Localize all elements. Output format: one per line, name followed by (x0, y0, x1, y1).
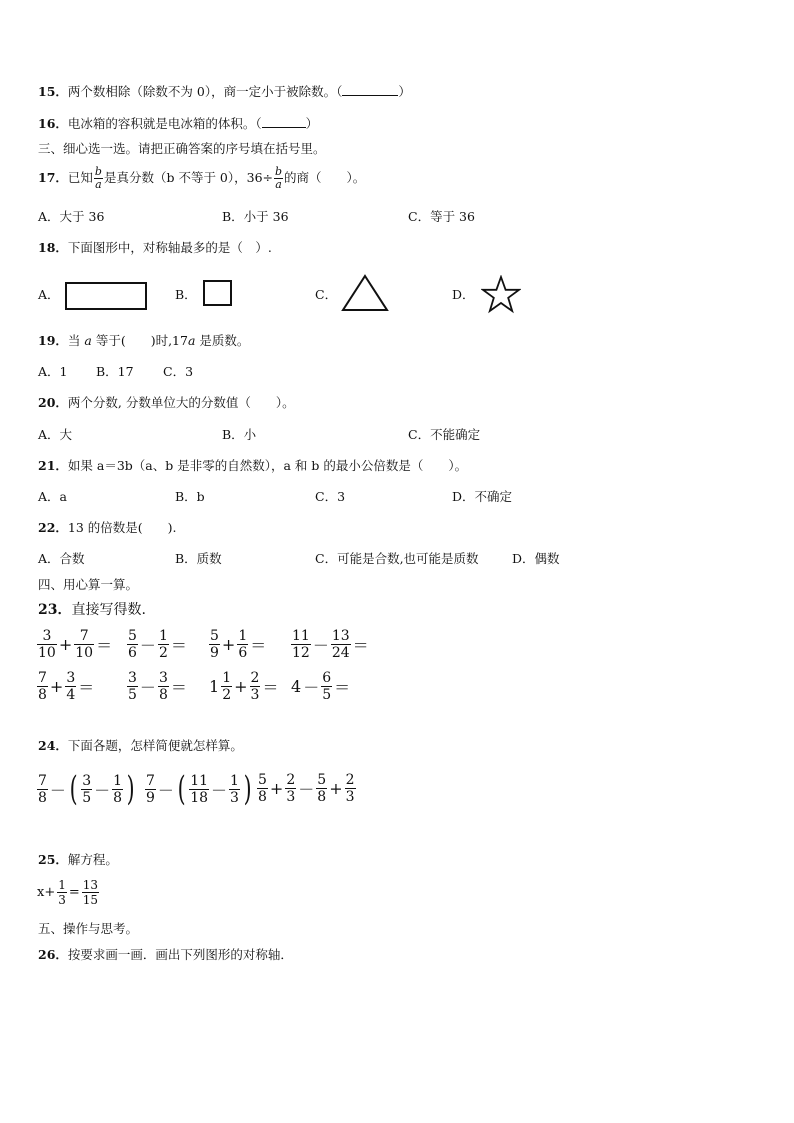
square-shape (203, 280, 233, 306)
question-text: 如果 a＝3b（a、b 是非零的自然数），a 和 b 的最小公倍数是（ ）。 (67, 458, 468, 473)
denominator: 10 (75, 645, 94, 661)
numerator: 7 (38, 670, 47, 686)
operator: － (139, 636, 156, 655)
operator: － (49, 780, 66, 800)
calc-1-2 (126, 628, 188, 661)
fraction (291, 628, 311, 661)
denominator: 18 (190, 789, 209, 806)
whole-number: 4 (291, 677, 302, 696)
fraction (250, 670, 261, 703)
numerator: 11 (190, 772, 209, 789)
q22-option-c[interactable]: C．可能是合数,也可能是质数 (315, 551, 479, 566)
numerator: 2 (345, 772, 355, 788)
rectangle-shape (65, 282, 147, 310)
fraction (37, 773, 48, 806)
question-text: 解方程。 (67, 852, 118, 867)
fraction (65, 670, 76, 703)
numerator: b (94, 165, 102, 178)
variable-a: a (187, 333, 196, 348)
denominator: 12 (292, 645, 310, 661)
denominator: 2 (222, 687, 232, 703)
question-number: 17． (38, 170, 68, 185)
question-text: 按要求画一画．画出下列图形的对称轴． (67, 947, 293, 962)
question-15 (38, 83, 411, 100)
fraction (221, 670, 232, 703)
denominator: 3 (250, 687, 260, 703)
question-text-mid: 是真分数（b 不等于 0），36÷ (103, 170, 273, 185)
calc-2-1 (36, 670, 95, 703)
equals-sign: ＝ (352, 636, 369, 655)
question-number: 24． (38, 738, 68, 753)
question-text: 两个数相除（除数不为 0），商一定小于被除数。（ (67, 84, 343, 99)
q18-option-d-label[interactable]: D． (452, 287, 475, 302)
denominator: 24 (331, 645, 350, 661)
denominator: 6 (128, 645, 137, 661)
denominator: 8 (113, 789, 123, 806)
section-3-heading: 三、细心选一选。请把正确答案的序号填在括号里。 (38, 141, 326, 156)
calc-1-4 (290, 628, 370, 661)
equals-sign: ＝ (250, 636, 267, 655)
denominator: a (95, 178, 102, 191)
equals-sign: ＝ (96, 636, 113, 655)
fraction (37, 670, 48, 703)
variable-a: a (84, 333, 92, 348)
section-4-heading: 四、用心算一算。 (38, 577, 139, 592)
q21-option-b[interactable]: B．b (175, 489, 205, 504)
calc-2-3 (208, 670, 279, 703)
fraction (81, 773, 92, 806)
operator: + (329, 779, 343, 798)
question-text-pre: 当 (67, 333, 85, 348)
question-number: 20． (38, 395, 68, 410)
question-23 (38, 602, 146, 618)
left-paren: ( (69, 769, 78, 809)
numerator: 13 (331, 628, 350, 644)
question-number: 16． (38, 116, 68, 131)
equation (36, 878, 100, 907)
question-number: 22． (38, 520, 68, 535)
fraction (331, 628, 351, 661)
operator: － (312, 636, 329, 655)
question-text: 下面图形中，对称轴最多的是（ ）. (67, 240, 272, 255)
numerator: 3 (37, 628, 57, 645)
answer-blank[interactable] (342, 83, 398, 96)
q17-option-c[interactable]: C．等于 36 (408, 209, 475, 224)
q17-option-a[interactable]: A．大于 36 (38, 209, 105, 224)
question-text: 13 的倍数是( ). (67, 520, 177, 535)
numerator: 7 (74, 628, 94, 645)
fraction (158, 670, 169, 703)
question-text: 两个分数, 分数单位大的分数值（ ）。 (67, 395, 295, 410)
denominator: 5 (82, 789, 92, 806)
numerator: 3 (66, 670, 76, 686)
q22-option-d[interactable]: D．偶数 (512, 551, 560, 566)
question-number: 21． (38, 458, 68, 473)
numerator: 3 (82, 772, 92, 789)
q20-option-a[interactable]: A．大 (38, 427, 73, 442)
simplify-expression-1 (36, 769, 137, 809)
question-number: 15． (38, 84, 68, 99)
question-text-post: 是质数。 (195, 333, 250, 348)
question-number: 25． (38, 852, 68, 867)
equals-sign: ＝ (170, 678, 187, 697)
fraction (127, 628, 138, 661)
q21-option-c[interactable]: C．3 (315, 489, 346, 504)
denominator: 8 (38, 687, 47, 703)
question-text: 下面各题，怎样简便就怎样算。 (67, 738, 243, 753)
fraction (57, 878, 67, 907)
question-25 (38, 852, 118, 868)
q17-option-b[interactable]: B．小于 36 (222, 209, 289, 224)
denominator: 8 (317, 789, 327, 805)
equals-sign: ＝ (170, 636, 187, 655)
denominator: 15 (82, 893, 99, 907)
question-21 (38, 458, 467, 474)
fraction (257, 772, 268, 805)
numerator: 1 (230, 772, 239, 789)
operator: － (211, 780, 228, 800)
q20-option-c[interactable]: C．不能确定 (408, 427, 481, 442)
denominator: 3 (345, 789, 355, 805)
denominator: 6 (238, 645, 248, 661)
fraction (158, 628, 169, 661)
numerator: 5 (258, 772, 267, 788)
denominator: 10 (38, 645, 56, 661)
equals-sign: ＝ (334, 678, 351, 697)
question-20 (38, 395, 295, 411)
question-text-post: 的商（ ）。 (284, 170, 366, 185)
triangle-shape (341, 274, 389, 312)
fraction (209, 628, 220, 661)
fraction (285, 772, 296, 805)
question-26 (38, 947, 293, 963)
right-paren: ) (243, 769, 252, 809)
q19-option-b[interactable]: B．17 (96, 364, 134, 379)
equation-lhs: x+ (37, 885, 56, 900)
star-shape (481, 275, 521, 315)
numerator: b (275, 165, 283, 178)
question-19 (38, 333, 249, 349)
fraction (127, 670, 138, 703)
operator: － (157, 780, 174, 800)
operator: － (139, 678, 156, 697)
denominator: 2 (158, 645, 168, 661)
question-text: 电冰箱的容积就是电冰箱的体积。（ (67, 116, 262, 131)
section-5-heading: 五、操作与思考。 (38, 921, 139, 936)
answer-blank[interactable] (262, 115, 306, 128)
numerator: 3 (158, 670, 168, 686)
equals-sign: ＝ (78, 678, 95, 697)
calc-1-3 (208, 628, 267, 661)
numerator: 5 (210, 628, 219, 644)
question-16 (38, 115, 318, 132)
numerator: 1 (113, 772, 123, 789)
calc-2-4 (290, 670, 351, 703)
operator: + (49, 677, 64, 696)
q21-option-a[interactable]: A．a (38, 489, 67, 504)
equals-sign: ＝ (262, 678, 279, 697)
right-paren: ) (126, 769, 135, 809)
whole-number: 1 (209, 677, 220, 696)
q21-option-d[interactable]: D．不确定 (452, 489, 513, 504)
numerator: 13 (82, 878, 99, 892)
fraction (321, 670, 332, 703)
fraction (145, 773, 156, 806)
q18-option-a-label[interactable]: A． (38, 287, 60, 302)
denominator: 3 (230, 789, 239, 806)
fraction (82, 878, 99, 907)
operator: + (269, 779, 284, 798)
numerator: 6 (322, 670, 332, 686)
denominator: 8 (158, 687, 168, 703)
numerator: 3 (128, 670, 137, 686)
numerator: 1 (58, 878, 66, 892)
operator: － (303, 678, 320, 697)
denominator: 5 (128, 687, 137, 703)
fraction (316, 772, 327, 805)
denominator: a (275, 178, 282, 191)
question-text-pre: 已知 (67, 170, 93, 185)
q19-option-c[interactable]: C．3 (163, 364, 194, 379)
fraction (237, 628, 248, 661)
fraction (37, 628, 57, 661)
operator: － (94, 780, 111, 800)
question-17 (38, 163, 365, 193)
operator: + (234, 677, 248, 696)
operator: － (298, 780, 315, 799)
calc-1-1 (36, 628, 113, 661)
denominator: 4 (66, 687, 76, 703)
numerator: 1 (222, 670, 232, 686)
equals-sign: = (68, 885, 80, 900)
question-number: 23． (38, 602, 72, 618)
calc-2-2 (126, 670, 188, 703)
numerator: 5 (317, 772, 327, 788)
fraction (229, 773, 240, 806)
numerator: 2 (286, 772, 296, 788)
fraction (189, 773, 209, 806)
fraction (74, 628, 94, 661)
question-number: 19． (38, 333, 68, 348)
denominator: 5 (322, 687, 332, 703)
denominator: 8 (258, 789, 267, 805)
fraction (112, 773, 123, 806)
simplify-expression-3 (256, 772, 357, 805)
operator: + (58, 635, 73, 654)
fraction-b-over-a (94, 166, 103, 191)
numerator: 1 (158, 628, 168, 644)
q19-option-a[interactable]: A．1 (38, 364, 68, 379)
denominator: 8 (38, 789, 47, 806)
question-number: 18． (38, 240, 68, 255)
fraction-b-over-a-2 (274, 166, 283, 191)
paren-close: ） (398, 84, 411, 99)
q18-option-c-label[interactable]: C． (315, 287, 338, 302)
q20-option-b[interactable]: B．小 (222, 427, 257, 442)
numerator: 11 (292, 628, 310, 644)
question-24 (38, 738, 243, 754)
denominator: 9 (210, 645, 219, 661)
q22-option-a[interactable]: A．合数 (38, 551, 85, 566)
paren-close: ） (305, 116, 319, 131)
numerator: 7 (146, 772, 155, 789)
denominator: 9 (146, 789, 155, 806)
numerator: 7 (38, 772, 47, 789)
operator: + (221, 635, 236, 654)
question-text-mid: 等于( )时,17 (91, 333, 188, 348)
numerator: 2 (250, 670, 260, 686)
question-22 (38, 520, 177, 536)
question-number: 26． (38, 947, 68, 962)
simplify-expression-2 (144, 769, 254, 809)
q22-option-b[interactable]: B．质数 (175, 551, 222, 566)
question-text: 直接写得数. (71, 602, 146, 618)
denominator: 3 (286, 789, 296, 805)
fraction (345, 772, 356, 805)
left-paren: ( (177, 769, 186, 809)
numerator: 1 (238, 628, 248, 644)
numerator: 5 (128, 628, 137, 644)
q18-option-b-label[interactable]: B． (175, 287, 197, 302)
question-18 (38, 240, 272, 256)
denominator: 3 (58, 893, 66, 907)
